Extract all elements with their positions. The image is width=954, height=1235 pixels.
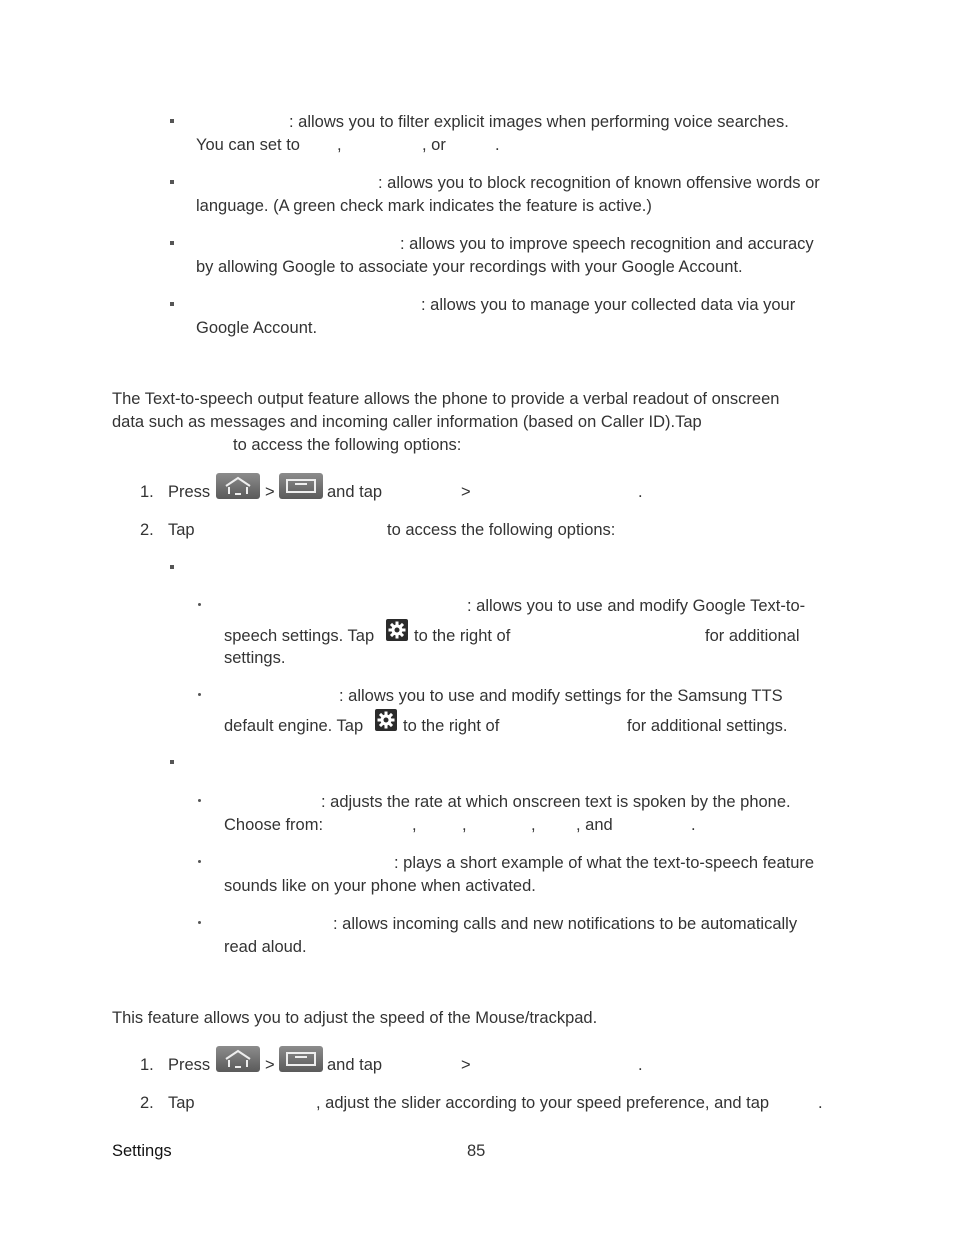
bullet-text: : allows you to block recognition of known offensive words or bbox=[378, 174, 820, 192]
bullet-text: Choose from: bbox=[224, 816, 324, 834]
paragraph-line: data such as messages and incoming caller information (based on Caller ID).Tap bbox=[112, 413, 702, 431]
step-text: Tap bbox=[168, 1094, 195, 1112]
bullet-text: : allows you to use and modify settings for the Samsung TTS bbox=[339, 687, 783, 705]
step-number: 1. bbox=[140, 1056, 154, 1074]
bullet-text: , bbox=[462, 816, 467, 834]
step-text: . bbox=[638, 1056, 643, 1074]
bullet-text: to the right of bbox=[403, 717, 500, 735]
bullet-marker bbox=[198, 693, 201, 696]
bullet-text: speech settings. Tap bbox=[224, 627, 375, 645]
bullet-text: Google Account. bbox=[196, 319, 318, 337]
bullet-marker bbox=[198, 799, 201, 802]
menu-key-icon bbox=[279, 1046, 323, 1072]
paragraph-line: to access the following options: bbox=[233, 436, 462, 454]
step-number: 2. bbox=[140, 1094, 154, 1112]
step-text: Tap bbox=[168, 521, 195, 539]
bullet-text: : allows you to improve speech recognition and accuracy bbox=[400, 235, 814, 253]
step-text: Press bbox=[168, 483, 211, 501]
bullet-marker bbox=[170, 565, 174, 569]
bullet-marker bbox=[198, 921, 201, 924]
step-text: . bbox=[818, 1094, 823, 1112]
bullet-text: , or bbox=[422, 136, 446, 154]
step-text: and tap bbox=[327, 1056, 383, 1074]
bullet-text: . bbox=[691, 816, 696, 834]
bullet-text: , bbox=[337, 136, 342, 154]
step-text: > bbox=[461, 1056, 471, 1074]
menu-key-icon bbox=[279, 473, 323, 499]
gear-icon bbox=[375, 709, 397, 731]
home-key-icon bbox=[216, 1046, 260, 1072]
bullet-text: : allows you to manage your collected data via your bbox=[421, 296, 796, 314]
bullet-marker bbox=[198, 860, 201, 863]
bullet-text: settings. bbox=[224, 649, 286, 667]
bullet-marker bbox=[198, 603, 201, 606]
step-number: 2. bbox=[140, 521, 154, 539]
bullet-text: , bbox=[412, 816, 417, 834]
gear-icon bbox=[386, 619, 408, 641]
bullet-marker bbox=[170, 302, 174, 306]
bullet-text: language. (A green check mark indicates the feature is active.) bbox=[196, 197, 652, 215]
step-text: > bbox=[265, 1056, 275, 1074]
paragraph-line: The Text-to-speech output feature allows the phone to provide a verbal readout of onscreen bbox=[112, 390, 780, 408]
step-text: > bbox=[265, 483, 275, 501]
bullet-text: , and bbox=[576, 816, 613, 834]
bullet-text: read aloud. bbox=[224, 938, 307, 956]
bullet-text: for additional settings. bbox=[627, 717, 788, 735]
step-text: . bbox=[638, 483, 643, 501]
step-text: , adjust the slider according to your speed preference, and tap bbox=[316, 1094, 770, 1112]
step-text: Press bbox=[168, 1056, 211, 1074]
bullet-marker bbox=[170, 180, 174, 184]
bullet-text: : plays a short example of what the text-to-speech feature bbox=[394, 854, 815, 872]
bullet-text: sounds like on your phone when activated. bbox=[224, 877, 536, 895]
bullet-text: : allows incoming calls and new notifications to be automatically bbox=[333, 915, 798, 933]
step-text: > bbox=[461, 483, 471, 501]
footer-section: Settings bbox=[112, 1142, 172, 1160]
home-key-icon bbox=[216, 473, 260, 499]
step-number: 1. bbox=[140, 483, 154, 501]
bullet-text: for additional bbox=[705, 627, 800, 645]
bullet-text: : allows you to filter explicit images when performing voice searches. bbox=[289, 113, 789, 131]
step-text: to access the following options: bbox=[387, 521, 616, 539]
bullet-marker bbox=[170, 119, 174, 123]
bullet-text: default engine. Tap bbox=[224, 717, 364, 735]
bullet-text: : adjusts the rate at which onscreen text is spoken by the phone. bbox=[321, 793, 791, 811]
page-number: 85 bbox=[467, 1142, 486, 1160]
step-text: and tap bbox=[327, 483, 383, 501]
bullet-text: to the right of bbox=[414, 627, 511, 645]
bullet-marker bbox=[170, 760, 174, 764]
bullet-text: by allowing Google to associate your recordings with your Google Account. bbox=[196, 258, 743, 276]
bullet-text: , bbox=[531, 816, 536, 834]
bullet-text: You can set to bbox=[196, 136, 300, 154]
bullet-text: . bbox=[495, 136, 500, 154]
bullet-marker bbox=[170, 241, 174, 245]
bullet-text: : allows you to use and modify Google Text-to- bbox=[467, 597, 806, 615]
paragraph-line: This feature allows you to adjust the speed of the Mouse/trackpad. bbox=[112, 1009, 598, 1027]
